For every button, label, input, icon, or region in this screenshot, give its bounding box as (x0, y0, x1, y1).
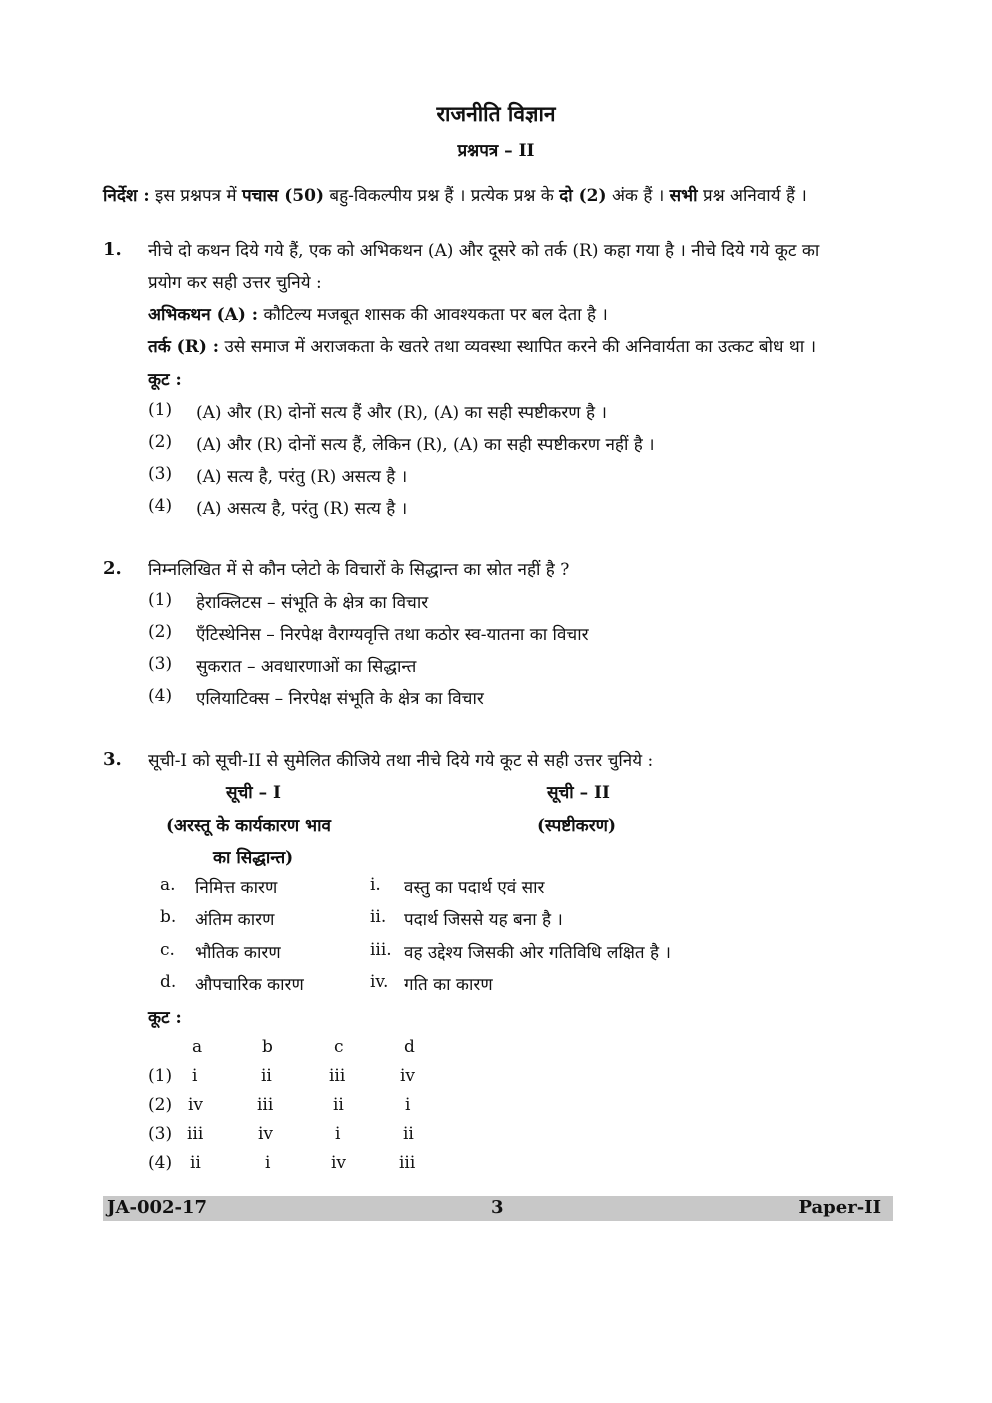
code-cell: ii (403, 1124, 414, 1144)
instructions-text-3: अंक हैं । (611, 186, 665, 206)
code-cell: iv (400, 1066, 416, 1086)
code-cell: i (405, 1095, 411, 1115)
question-3-text: सूची-I को सूची-II से सुमेलित कीजिये तथा नीचे दिये गये कूट से सही उत्तर चुनिये : (148, 751, 654, 771)
option-text: हेराक्लिटस – संभूति के क्षेत्र का विचार (196, 593, 429, 613)
list-1-title: सूची – I (226, 783, 281, 803)
question-3-codes-label: कूट : (148, 1008, 182, 1028)
reason-text: उसे समाज में अराजकता के खतरे तथा व्यवस्था स्थापित करने की अनिवार्यता का उत्कट बोध था । (224, 337, 817, 357)
code-cell: iii (329, 1066, 346, 1086)
code-cell: i (265, 1153, 271, 1173)
question-1-codes-label: कूट : (148, 370, 182, 390)
code-cell: ii (333, 1095, 344, 1115)
question-1-text-line-2: प्रयोग कर सही उत्तर चुनिये : (148, 273, 322, 293)
option-text: एँटिस्थेनिस – निरपेक्ष वैराग्यवृत्ति तथा कठोर स्व-यातना का विचार (196, 625, 589, 645)
list-2-item: वह उद्देश्य जिसकी ओर गतिविधि लक्षित है । (404, 943, 671, 963)
option-text: सुकरात – अवधारणाओं का सिद्धान्त (196, 657, 417, 677)
list-2-key: i. (370, 875, 381, 895)
option-number: (2) (148, 432, 173, 452)
list-2-item: वस्तु का पदार्थ एवं सार (404, 878, 545, 898)
list-1-item: अंतिम कारण (195, 910, 275, 930)
list-1-item: औपचारिक कारण (195, 975, 304, 995)
page-subtitle: प्रश्नपत्र – II (457, 141, 535, 161)
option-text: एलियाटिक्स – निरपेक्ष संभूति के क्षेत्र का विचार (196, 689, 484, 709)
list-2-item: गति का कारण (404, 975, 493, 995)
code-cell: iii (257, 1095, 274, 1115)
code-cell: iii (187, 1124, 204, 1144)
code-cell: ii (261, 1066, 272, 1086)
code-header-d: d (404, 1037, 415, 1057)
option-number: (2) (148, 622, 173, 642)
option-number: (4) (148, 686, 173, 706)
question-3-number: 3. (103, 749, 122, 770)
list-1-key: c. (160, 940, 175, 960)
page-number: 3 (491, 1197, 504, 1218)
option-number: (1) (148, 400, 173, 420)
code-cell: iii (399, 1153, 416, 1173)
list-1-key: b. (160, 907, 177, 927)
question-1-reason (148, 334, 816, 357)
option-text: (A) और (R) दोनों सत्य हैं और (R), (A) का सही स्पष्टीकरण है । (196, 403, 607, 423)
code-row-number: (2) (148, 1095, 173, 1115)
list-2-key: ii. (370, 907, 387, 927)
question-2-number: 2. (103, 558, 122, 579)
code-header-c: c (334, 1037, 344, 1057)
list-1-item: निमित्त कारण (195, 878, 278, 898)
option-text: (A) और (R) दोनों सत्य हैं, लेकिन (R), (A) का सही स्पष्टीकरण नहीं है । (196, 435, 655, 455)
instructions-text-2: बहु-विकल्पीय प्रश्न हैं । प्रत्येक प्रश्न के (329, 186, 554, 206)
page-footer (103, 1196, 893, 1221)
instructions-bold-3: सभी (669, 186, 698, 206)
instructions (103, 183, 807, 206)
code-header-a: a (192, 1037, 203, 1057)
page-title: राजनीति विज्ञान (436, 101, 556, 126)
list-2-key: iii. (370, 940, 392, 960)
list-2-subtitle: (स्पष्टीकरण) (537, 816, 616, 836)
question-2-text: निम्नलिखित में से कौन प्लेटो के विचारों के सिद्धान्त का स्रोत नहीं है ? (148, 560, 570, 580)
reason-label: तर्क (R) : (148, 337, 220, 357)
code-row-number: (3) (148, 1124, 173, 1144)
option-text: (A) सत्य है, परंतु (R) असत्य है । (196, 467, 408, 487)
question-1-text-line-1: नीचे दो कथन दिये गये हैं, एक को अभिकथन (A) और दूसरे को तर्क (R) कहा गया है । नीचे दिये गये कूट का (148, 241, 820, 261)
list-1-key: a. (160, 875, 176, 895)
assertion-text: कौटिल्य मजबूत शासक की आवश्यकता पर बल देता है । (263, 305, 608, 325)
question-1-number: 1. (103, 239, 122, 260)
code-row-number: (1) (148, 1066, 173, 1086)
instructions-label: निर्देश : (103, 186, 150, 206)
instructions-bold-1: पचास (50) (241, 186, 324, 206)
code-cell: i (335, 1124, 341, 1144)
list-1-item: भौतिक कारण (195, 943, 281, 963)
instructions-text-4: प्रश्न अनिवार्य हैं । (702, 186, 807, 206)
option-number: (3) (148, 654, 173, 674)
list-2-title: सूची – II (547, 783, 610, 803)
code-cell: iv (188, 1095, 204, 1115)
instructions-text-1: इस प्रश्नपत्र में (155, 186, 237, 206)
list-1-subtitle-line-2: का सिद्धान्त) (213, 848, 294, 868)
code-header-b: b (262, 1037, 273, 1057)
instructions-bold-2: दो (2) (559, 186, 607, 206)
list-1-subtitle-line-1: (अरस्तू के कार्यकारण भाव (166, 816, 331, 836)
code-cell: iv (258, 1124, 274, 1144)
option-number: (4) (148, 496, 173, 516)
list-2-key: iv. (370, 972, 389, 992)
paper-label: Paper-II (798, 1197, 881, 1218)
code-row-number: (4) (148, 1153, 173, 1173)
code-cell: i (192, 1066, 198, 1086)
option-number: (1) (148, 590, 173, 610)
code-cell: iv (331, 1153, 347, 1173)
assertion-label: अभिकथन (A) : (148, 305, 259, 325)
option-text: (A) असत्य है, परंतु (R) सत्य है । (196, 499, 408, 519)
option-number: (3) (148, 464, 173, 484)
list-1-key: d. (160, 972, 177, 992)
list-2-item: पदार्थ जिससे यह बना है । (404, 910, 563, 930)
code-cell: ii (190, 1153, 201, 1173)
paper-code: JA-002-17 (107, 1197, 208, 1218)
question-1-assertion (148, 302, 608, 325)
